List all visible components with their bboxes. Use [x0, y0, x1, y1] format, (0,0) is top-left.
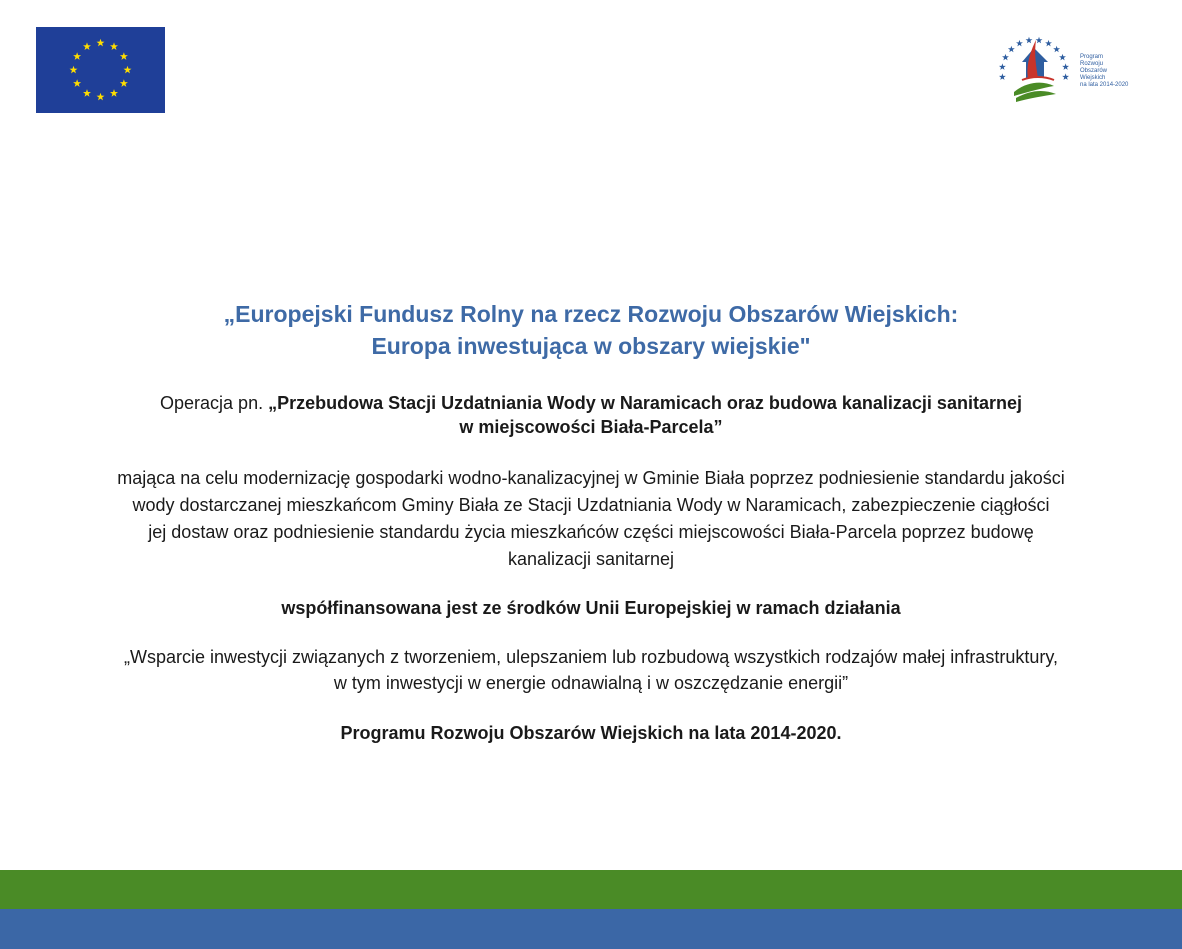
- fund-title: [0, 298, 1182, 362]
- fund-title-line: „Europejski Fundusz Rolny na rzecz Rozwoju Obszarów Wiejskich:: [223, 301, 959, 327]
- eu-star-icon: [83, 42, 91, 50]
- eu-star-icon: [73, 79, 81, 87]
- prow-star-icon: [1062, 73, 1069, 80]
- description-line: jej dostaw oraz podniesienie standardu życia mieszkańców części miejscowości Biała-Parcela poprzez budowę: [148, 522, 1034, 542]
- eu-star-icon: [83, 89, 91, 97]
- measure-name: [0, 644, 1182, 696]
- fund-title-line: Europa inwestująca w obszary wiejskie": [371, 333, 811, 359]
- cofinancing-statement: współfinansowana jest ze środków Unii Europejskiej w ramach działania: [281, 598, 901, 618]
- prow-star-icon: [1026, 37, 1033, 44]
- description-line: wody dostarczanej mieszkańcom Gminy Biała ze Stacji Uzdatniania Wody w Naramicach, zabezpieczenie ciągłości: [132, 495, 1050, 515]
- prow-logo-line: Obszarów: [1080, 68, 1108, 74]
- description-line: mająca na celu modernizację gospodarki wodno-kanalizacyjnej w Gminie Biała poprzez podniesienie standardu jakości: [117, 468, 1065, 488]
- measure-line: „Wsparcie inwestycji związanych z tworzeniem, ulepszaniem lub rozbudową wszystkich rodzajów małej infrastruktury,: [124, 647, 1058, 667]
- prow-star-icon: [999, 73, 1006, 80]
- prow-star-icon: [1002, 54, 1009, 61]
- prow-star-icon: [1062, 63, 1069, 70]
- eu-star-icon: [124, 66, 132, 74]
- prow-logo-line: Program: [1080, 54, 1104, 60]
- prow-star-icon: [1036, 37, 1043, 44]
- prow-logo-icon: [992, 32, 1129, 104]
- eu-star-icon: [120, 79, 128, 87]
- prow-star-icon: [1059, 54, 1066, 61]
- eu-star-icon: [110, 42, 118, 50]
- prow-logo-line: Wiejskich: [1080, 75, 1106, 81]
- description-line: kanalizacji sanitarnej: [507, 549, 675, 569]
- eu-star-icon: [73, 52, 81, 60]
- eu-flag-icon: [36, 27, 165, 113]
- prow-star-icon: [999, 63, 1006, 70]
- eu-star-icon: [97, 39, 105, 47]
- operation-name: [0, 391, 1182, 439]
- eu-star-icon: [70, 66, 78, 74]
- prow-star-icon: [1008, 46, 1015, 53]
- operation-lead: Operacja pn.: [160, 393, 264, 413]
- measure-line: w tym inwestycji w energie odnawialną i w oszczędzanie energii”: [333, 673, 849, 693]
- operation-description: [0, 465, 1182, 573]
- eu-star-icon: [97, 93, 105, 101]
- eu-star-icon: [110, 89, 118, 97]
- eu-star-icon: [120, 52, 128, 60]
- prow-star-icon: [1053, 46, 1060, 53]
- footer-band-blue: [0, 909, 1182, 949]
- programme-name: Programu Rozwoju Obszarów Wiejskich na lata 2014-2020.: [340, 723, 842, 743]
- operation-title-line: w miejscowości Biała-Parcela”: [459, 417, 723, 437]
- notice-body: [0, 298, 1182, 745]
- prow-logo-line: na lata 2014-2020: [1080, 82, 1129, 88]
- prow-star-icon: [1045, 40, 1052, 47]
- prow-logo-line: Rozwoju: [1080, 61, 1104, 67]
- footer-band-green: [0, 870, 1182, 909]
- prow-star-icon: [1016, 40, 1023, 47]
- operation-title-line: „Przebudowa Stacji Uzdatniania Wody w Naramicach oraz budowa kanalizacji sanitarnej: [268, 393, 1022, 413]
